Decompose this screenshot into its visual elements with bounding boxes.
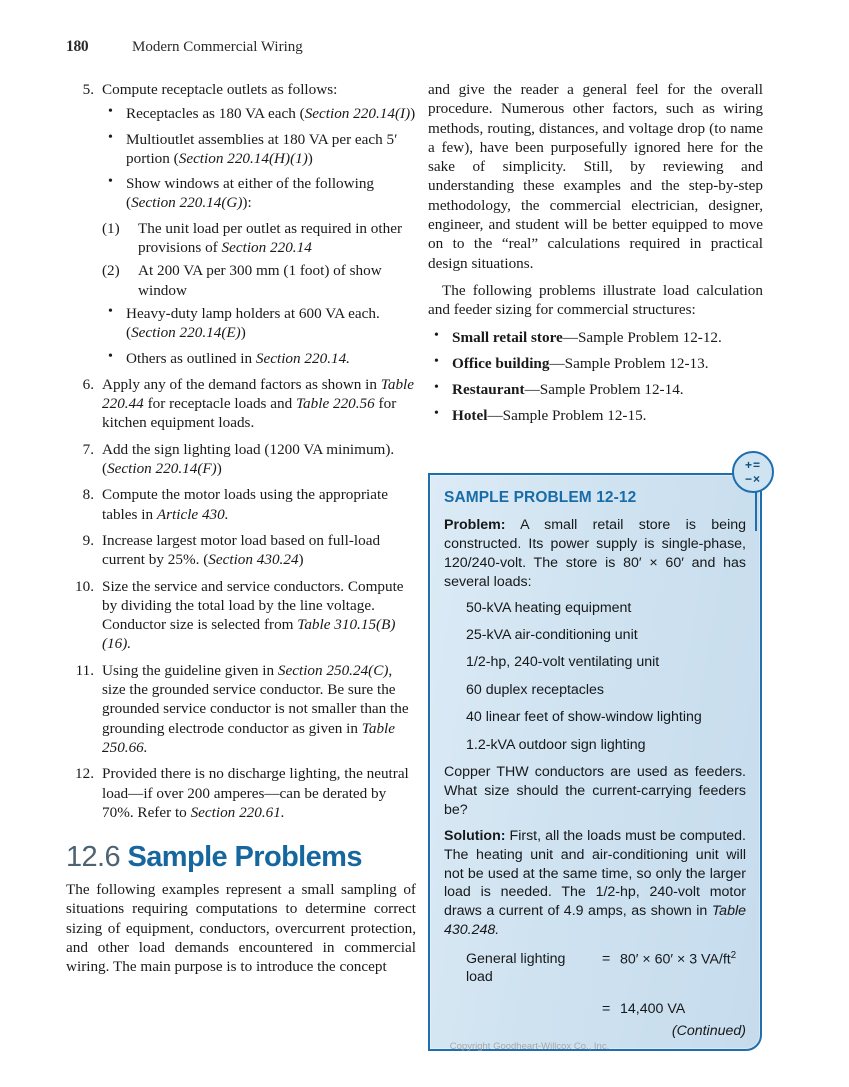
calc-row-2-equals: =	[602, 1001, 611, 1018]
list-item	[102, 219, 416, 258]
list-item: 60 duplex receptacles	[466, 681, 605, 698]
page-footer	[0, 1041, 849, 1052]
problem-type-label: Hotel	[452, 407, 488, 425]
problem-reference: —Sample Problem 12-15.	[487, 407, 647, 425]
solution-text: First, all the loads must be computed. The heating unit and air-conditioning unit will not be used at the same time, so only the larger load is needed. The 1/2-hp, 240-volt motor draws a current of 4.9 amps, as shown in	[444, 827, 746, 920]
list-item: 1/2-hp, 240-volt ventilating unit	[466, 654, 660, 671]
list-item	[66, 661, 416, 757]
section-title: Sample Problems	[127, 841, 362, 874]
calc-row-1-value	[620, 950, 736, 1000]
solution-statement	[444, 827, 746, 940]
sample-problem-index-list	[428, 328, 763, 426]
calc-row-2-value: 14,400 VA	[620, 1001, 686, 1018]
list-item	[428, 328, 763, 347]
solution-reference: Table 430.248.	[444, 903, 746, 939]
sample-problem-title: SAMPLE PROBLEM 12-12	[444, 489, 637, 506]
calculation-table	[466, 950, 736, 1021]
list-item: • Show windows at either of the following (Section 220.14(G)):	[102, 174, 416, 213]
problem-reference: —Sample Problem 12-14.	[524, 381, 684, 399]
step-text: Apply any of the demand factors as shown in Table 220.44 for receptacle loads and Table 220.56 for kitchen equipment loads.	[102, 375, 414, 432]
step-number: 10.	[75, 577, 94, 595]
running-head	[66, 38, 766, 60]
calculator-icon	[732, 451, 774, 493]
list-item: 1.2-kVA outdoor sign lighting	[466, 736, 646, 753]
calculator-icon-row-1: +=	[744, 458, 761, 472]
step-text: Using the guideline given in Section 250.24(C), size the grounded service conductor. Be sure the grounded service conductor is not smaller than the grounding electrode conductor as given in Table 250.66.	[102, 661, 409, 756]
list-item	[428, 380, 763, 399]
problem-type-label: Small retail store	[452, 328, 563, 346]
problem-statement	[444, 516, 746, 592]
list-item	[66, 375, 416, 433]
step-number: 9.	[82, 531, 94, 549]
page-number: 180	[66, 38, 89, 55]
step-number: 12.	[75, 765, 94, 783]
step-text: Increase largest motor load based on full-load current by 25%. (Section 430.24)	[102, 531, 381, 569]
section-number: 12.6	[66, 841, 121, 874]
calc-row-1-superscript: 2	[730, 950, 737, 962]
table-row	[466, 1000, 736, 1020]
calc-row-1-value-text: 80′ × 60′ × 3 VA/ft	[620, 951, 731, 968]
list-item	[428, 406, 763, 425]
book-title: Modern Commercial Wiring	[132, 39, 303, 55]
list-item: • Receptacles as 180 VA each (Section 220.14(I))	[102, 104, 416, 123]
loads-list	[444, 599, 746, 755]
list-item: 40 linear feet of show-window lighting	[466, 709, 702, 726]
step-text: Add the sign lighting load (1200 VA minimum). (Section 220.14(F))	[102, 440, 395, 478]
step-number: 7.	[82, 440, 94, 458]
list-item: • Multioutlet assemblies at 180 VA per each 5′ portion (Section 220.14(H)(1))	[102, 130, 416, 169]
list-item	[66, 440, 416, 479]
sample-problem-box	[428, 458, 762, 1051]
sub-list-text: The unit load per outlet as required in other provisions of Section 220.14	[138, 219, 403, 257]
step-number: 11.	[75, 661, 94, 679]
sub-list	[102, 219, 416, 300]
solution-label: Solution:	[444, 827, 506, 844]
step-text: Compute the motor loads using the appropriate tables in Article 430.	[102, 486, 388, 523]
right-column	[428, 80, 763, 433]
step-text: Provided there is no discharge lighting, the neutral load—if over 200 amperes—can be derated by 70%. Refer to Section 220.61.	[102, 765, 409, 821]
list-item	[66, 485, 416, 524]
section-heading	[66, 842, 416, 874]
question-text: Copper THW conductors are used as feeders. What size should the current-carrying feeders be?	[444, 764, 746, 818]
list-item	[428, 354, 763, 373]
copyright-notice: Copyright Goodheart-Willcox Co., Inc.	[449, 1041, 610, 1052]
numbered-step-list	[66, 80, 416, 822]
calc-row-1-equals: =	[602, 951, 611, 968]
continued-note: (Continued)	[671, 1022, 746, 1039]
calculator-icon-row-2: −×	[744, 472, 761, 486]
problem-type-label: Office building	[452, 354, 550, 372]
list-item	[66, 531, 416, 570]
step-text: Size the service and service conductors. Compute by dividing the total load by the line voltage. Conductor size is selected from Table 310.15(B)(16).	[102, 577, 404, 653]
problem-type-label: Restaurant	[452, 381, 525, 399]
bullet-list	[102, 104, 416, 368]
list-item	[66, 577, 416, 654]
section-intro-paragraph: The following examples represent a small sampling of situations requiring computations to determine correct sizing of equipment, conductors, overcurrent protection, and other load demands encountered in commercial wiring. The main purpose is to introduce the concept	[66, 880, 416, 976]
sub-list-text: At 200 VA per 300 mm (1 foot) of show window	[138, 262, 382, 299]
right-paragraph-2: The following problems illustrate load calculation and feeder sizing for commercial structures:	[428, 281, 763, 319]
step-text: Compute receptacle outlets as follows:	[102, 81, 338, 98]
problem-reference: —Sample Problem 12-12.	[562, 328, 722, 346]
step-number: 5.	[82, 81, 94, 98]
list-item: • Heavy-duty lamp holders at 600 VA each. (Section 220.14(E))	[102, 304, 416, 343]
list-item: • Others as outlined in Section 220.14.	[102, 349, 416, 368]
list-item	[102, 261, 416, 300]
list-item: 50-kVA heating equipment	[466, 599, 632, 616]
list-item	[66, 764, 416, 822]
step-number: 8.	[82, 486, 94, 504]
problem-text: A small retail store is being constructed. Its power supply is single-phase, 120/240-volt. The store is 80′ × 60′ and has several loads:	[444, 517, 746, 590]
calc-row-2-label	[466, 1000, 602, 1020]
calc-row-1-label: General lighting load	[466, 951, 566, 986]
table-row	[466, 950, 736, 1000]
problem-label: Problem:	[444, 517, 506, 533]
list-item: 25-kVA air-conditioning unit	[466, 626, 638, 643]
left-column	[66, 80, 416, 984]
badge-stem-line	[755, 489, 757, 531]
list-item	[66, 80, 416, 368]
step-number: 6.	[82, 375, 94, 393]
right-paragraph-1: and give the reader a general feel for the overall procedure. Numerous other factors, such as wiring methods, routing, distances, and voltage drop (to name a few), have been purposefully ignored here for the sake of simplicity. Still, by reviewing and understanding these examples and the step-by-step methodology, the commercial electrician, designer, engineer, and student will be better equipped to move on to the “real” calculations required in practical design situations.	[428, 81, 763, 272]
problem-reference: —Sample Problem 12-13.	[549, 354, 709, 372]
sub-list-number: (1)	[102, 219, 120, 237]
sub-list-number: (2)	[102, 262, 120, 280]
